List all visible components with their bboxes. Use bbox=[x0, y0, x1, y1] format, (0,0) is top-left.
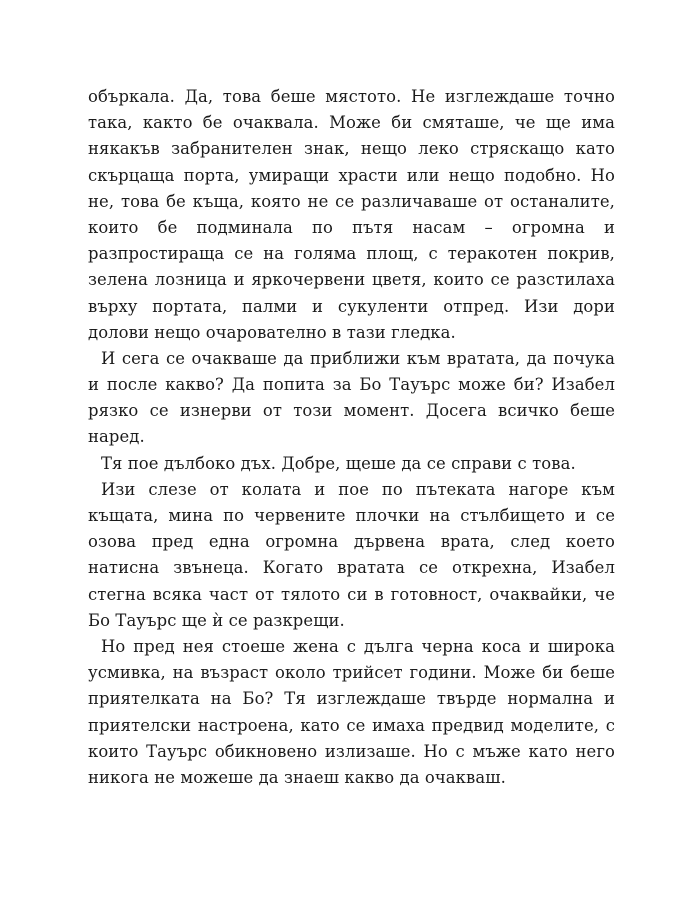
text-line: и после какво? Да попита за Бо Тауърс може би? Изабел bbox=[88, 375, 615, 395]
text-line: някакъв забранителен знак, нещо леко стряскащо като bbox=[88, 139, 615, 159]
text-line: натисна звънеца. Когато вратата се открехна, Изабел bbox=[88, 558, 615, 578]
text-line: къщата, мина по червените плочки на стълбището и се bbox=[88, 506, 615, 525]
text-line: рязко се изнерви от този момент. Досега всичко беше bbox=[88, 401, 615, 421]
text-line: Тя пое дълбоко дъх. Добре, щеше да се справи с това. bbox=[101, 453, 576, 473]
text-line: зелена лозница и яркочервени цветя, които се разстилаха bbox=[88, 270, 615, 290]
text-line: Бо Тауърс ще ѝ се разкрещи. bbox=[88, 610, 345, 630]
body-text bbox=[88, 84, 615, 791]
paragraph-4 bbox=[88, 477, 615, 634]
paragraph-2 bbox=[88, 346, 615, 451]
text-line: не, това бе къща, която не се различаваше от останалите, bbox=[88, 191, 615, 211]
paragraph-3 bbox=[88, 451, 615, 477]
paragraph-5 bbox=[88, 634, 615, 791]
text-line: усмивка, на възраст около трийсет години. Може би беше bbox=[88, 663, 615, 683]
text-line: които бе подминала по пътя насам – огромна и bbox=[88, 217, 615, 237]
text-line: озова пред една огромна дървена врата, след което bbox=[88, 532, 615, 552]
text-line: приятелски настроена, като се имаха предвид моделите, с bbox=[88, 715, 615, 735]
text-line: И сега се очакваше да приближи към вратата, да почука bbox=[101, 348, 615, 368]
text-line: долови нещо очарователно в тази гледка. bbox=[88, 322, 456, 342]
text-line: никога не можеше да знаеш какво да очакваш. bbox=[88, 767, 506, 787]
text-line: Но пред нея стоеше жена с дълга черна коса и широка bbox=[101, 636, 615, 656]
text-line: наред. bbox=[88, 427, 145, 447]
text-line: стегна всяка част от тялото си в готовност, очаквайки, че bbox=[88, 584, 615, 604]
text-line: върху портата, палми и сукуленти отпред. Изи дори bbox=[88, 296, 615, 316]
text-line: така, както бе очаквала. Може би смяташе, че ще има bbox=[88, 113, 615, 133]
text-line: приятелката на Бо? Тя изглеждаше твърде нормална и bbox=[88, 689, 615, 709]
text-line: разпростираща се на голяма площ, с теракотен покрив, bbox=[88, 244, 615, 264]
text-line: скърцаща порта, умиращи храсти или нещо подобно. Но bbox=[88, 165, 615, 185]
text-line: Изи слезе от колата и пое по пътеката нагоре към bbox=[101, 479, 615, 499]
paragraph-1 bbox=[88, 84, 615, 346]
text-line: объркала. Да, това беше мястото. Не изглеждаше точно bbox=[88, 87, 615, 106]
text-line: които Тауърс обикновено излизаше. Но с мъже като него bbox=[88, 741, 615, 761]
